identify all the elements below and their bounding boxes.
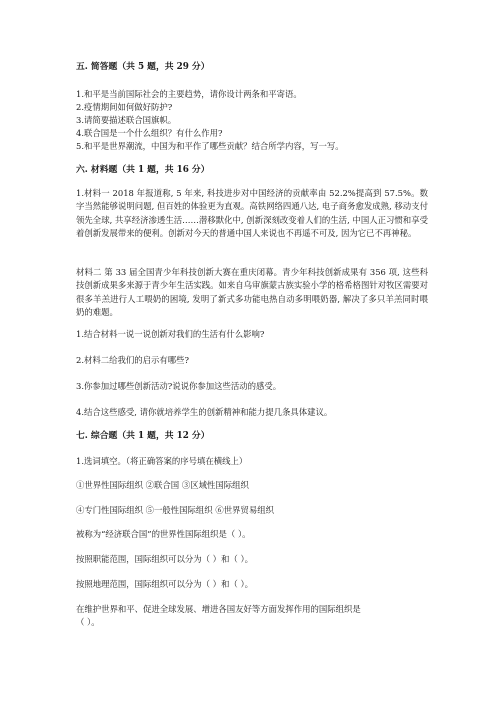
options-row-1: ①世界性国际组织 ②联合国 ③区域性国际组织 [76, 480, 249, 490]
question-7-intro: 1.选词填空。（将正确答案的序号填在横线上） [76, 456, 248, 466]
fill-blank-1: 被称为“经济联合国”的世界性国际组织是（ ）。 [76, 529, 251, 539]
fill-blank-2: 按照职能范围，国际组织可以分为（ ）和（ ）。 [76, 554, 254, 564]
question-5-5: 5.和平是世界潮流，中国为和平作了哪些贡献？结合所学内容，写一写。 [76, 141, 344, 151]
options-row-2: ④专门性国际组织 ⑤一般性国际组织 ⑥世界贸易组织 [76, 505, 274, 515]
fill-blank-3: 按照地理范围，国际组织可以分为（ ）和（ ）。 [76, 579, 254, 589]
section-6-heading: 六. 材料题（共 1 题，共 16 分） [76, 165, 210, 175]
question-6-4: 4.结合这些感受, 请你就培养学生的创新精神和能力提几条具体建议。 [76, 407, 333, 417]
section-7-heading: 七. 综合题（共 1 题，共 12 分） [76, 431, 210, 441]
question-5-2: 2.疫情期间如何做好防护? [76, 102, 173, 112]
question-6-1: 1.结合材料一说一说创新对我们的生活有什么影响? [76, 329, 265, 339]
question-6-3: 3.你参加过哪些创新活动?说说你参加这些活动的感受。 [76, 381, 282, 391]
material-1-paragraph: 1.材料一 2018 年报道称, 5 年来, 科技进步对中国经济的贡献率由 52.2%提高到 57.5%。数字当然能够说明问题, 但百姓的体验更为直观。高铁网络四通八达, 电子商务愈发成熟, 移动支付领先全球, 共享经济渗透生活……潜移默化中, 创新深刻改变着人们的生活, 中国人正习惯和享受着创新发展带来的便利。创新对今天的普通中国人来说也不再遥不可及, 因为它已不再神秘。 [76, 188, 428, 239]
question-5-1: 1.和平是当前国际社会的主要趋势，请你设计两条和平寄语。 [76, 89, 302, 99]
material-2-paragraph: 材料二 第 33 届全国青少年科技创新大赛在重庆闭幕。青少年科技创新成果有 356 项, 这些科技创新成果多来源于青少年生活实践。如来自乌审旗蒙古族实验小学的格希格图针对牧区需要对很多羊羔进行人工喂奶的困境, 发明了新式多功能电热自动多明喂奶器, 解决了多只羊羔同时喂奶的难题。 [76, 267, 428, 318]
fill-blank-4-line-2: （ ）。 [76, 617, 100, 627]
section-5-heading: 五. 简答题（共 5 题，共 29 分） [76, 62, 210, 72]
question-5-3: 3.请简要描述联合国旗帜。 [76, 115, 177, 125]
fill-blank-4-line-1: 在维护世界和平、促进全球发展、增进各国友好等方面发挥作用的国际组织是 [76, 604, 361, 614]
question-6-2: 2.材料二给我们的启示有哪些? [76, 355, 189, 365]
question-5-4: 4.联合国是一个什么组织？有什么作用? [76, 128, 223, 138]
